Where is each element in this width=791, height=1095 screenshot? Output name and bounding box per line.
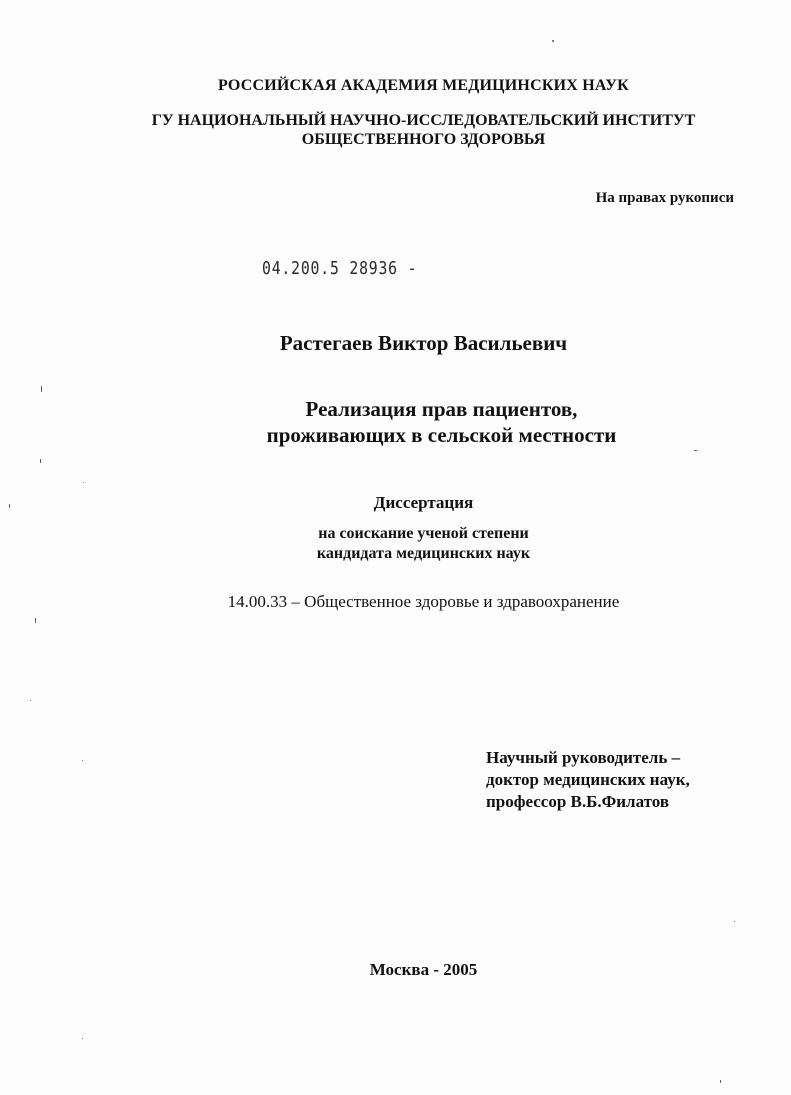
author-name: Растегаев Виктор Васильевич — [279, 331, 568, 355]
dissertation-title-line-2: проживающих в сельской местности — [266, 423, 617, 447]
scan-speck — [82, 1038, 83, 1039]
scan-speck — [82, 760, 83, 761]
dissertation-title-line-1: Реализация прав пациентов, — [305, 397, 578, 421]
degree-line-1: на соискание ученой степени — [318, 525, 529, 542]
work-type: Диссертация — [373, 493, 474, 512]
scan-speck — [40, 459, 41, 463]
degree-line-2: кандидата медицинских наук — [316, 545, 531, 562]
academy-name: РОССИЙСКАЯ АКАДЕМИЯ МЕДИЦИНСКИХ НАУК — [218, 77, 629, 94]
registration-code-stamp: 04.200.5 28936 - — [262, 258, 418, 279]
scan-speck — [720, 1080, 721, 1083]
supervisor-line-2: доктор медицинских наук, — [486, 770, 690, 789]
scan-speck — [41, 386, 42, 392]
scan-speck — [9, 504, 10, 508]
scan-speck — [552, 40, 554, 42]
scan-speck — [30, 700, 31, 701]
institute-name-line-2: ОБЩЕСТВЕННОГО ЗДОРОВЬЯ — [301, 131, 546, 148]
scan-speck — [694, 450, 697, 451]
scan-speck — [83, 482, 84, 483]
supervisor-line-3: профессор В.Б.Филатов — [486, 792, 670, 811]
supervisor-line-1: Научный руководитель – — [486, 748, 681, 767]
scan-speck — [734, 921, 735, 922]
city-year: Москва - 2005 — [369, 960, 478, 979]
scan-speck — [35, 618, 36, 623]
institute-name-line-1: ГУ НАЦИОНАЛЬНЫЙ НАУЧНО-ИССЛЕДОВАТЕЛЬСКИЙ ИНСТИТУТ — [151, 112, 696, 129]
manuscript-rights-note: На правах рукописи — [595, 190, 734, 206]
specialty-code: 14.00.33 – Общественное здоровье и здравоохранение — [227, 592, 620, 611]
